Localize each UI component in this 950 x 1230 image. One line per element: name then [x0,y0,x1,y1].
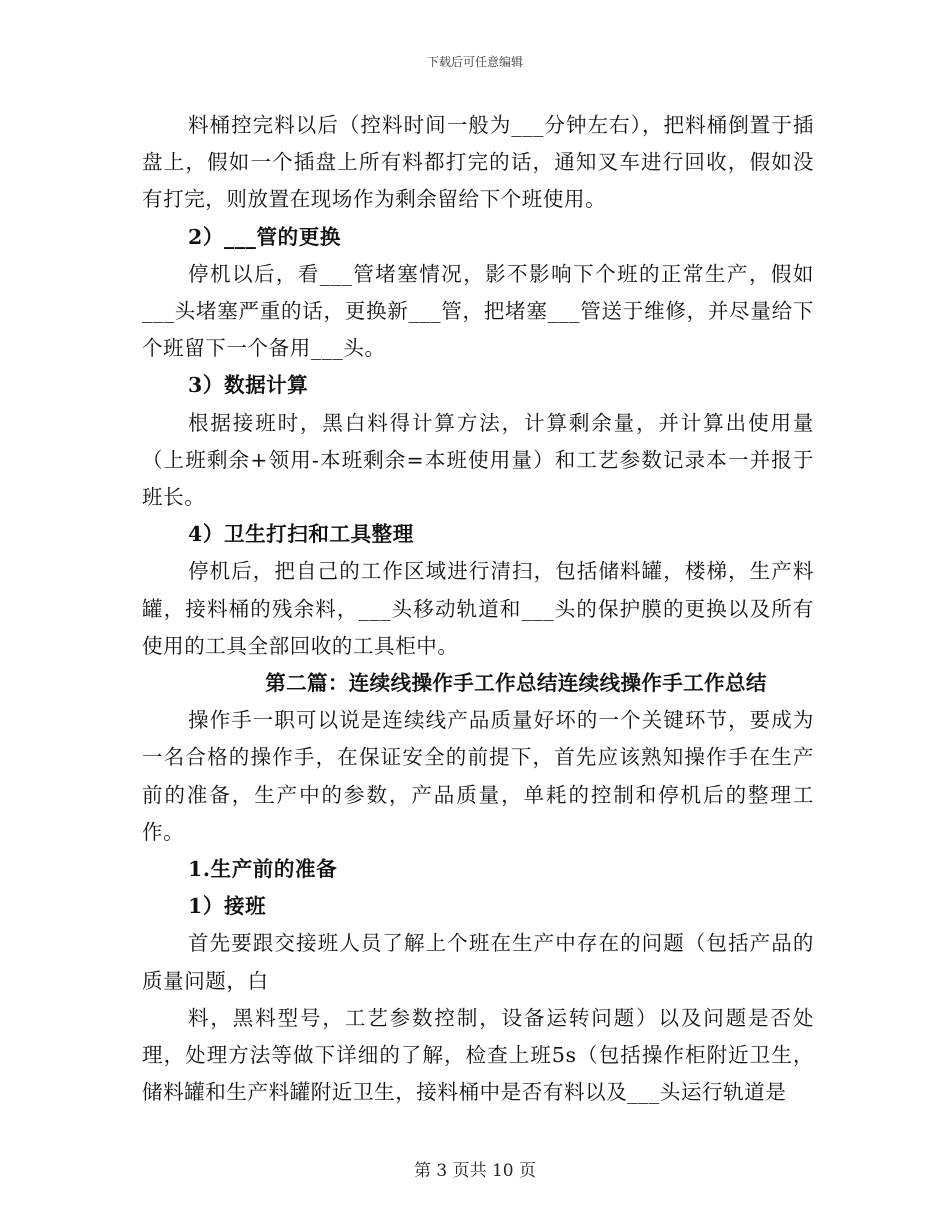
paragraph: 首先要跟交接班人员了解上个班在生产中存在的问题（包括产品的质量问题，白 [142,931,814,993]
paragraph: 料桶控完料以后（控料时间一般为___分钟左右），把料桶倒置于插盘上，假如一个插盘上所有料都打完的话，通知叉车进行回收，假如没有打完，则放置在现场作为剩余留给下个班使用。 [142,113,814,212]
subheading: 4）卫生打扫和工具整理 [188,522,414,547]
paragraph: 停机后，把自己的工作区域进行清扫，包括储料罐，楼梯，生产料罐，接料桶的残余料，___头移动轨道和___头的保护膜的更换以及所有使用的工具全部回收的工具柜中。 [142,559,814,658]
section-title: 第二篇：连续线操作手工作总结连续线操作手工作总结 [265,671,767,696]
paragraph: 操作手一职可以说是连续线产品质量好坏的一个关键环节，要成为一名合格的操作手，在保证安全的前提下，首先应该熟知操作手在生产前的准备，生产中的参数，产品质量，单耗的控制和停机后的整理工作。 [142,708,814,844]
subheading: 1.生产前的准备 [188,857,338,882]
document-body [142,107,814,1111]
paragraph: 料，黑料型号，工艺参数控制，设备运转问题）以及问题是否处理，处理方法等做下详细的了解，检查上班5s（包括操作柜附近卫生，储料罐和生产料罐附近卫生，接料桶中是否有料以及___头运行轨道是 [142,1005,814,1105]
subheading: 1）接班 [188,894,267,919]
page-number: 第 3 页共 10 页 [413,1161,537,1181]
paragraph: 停机以后，看___管堵塞情况，影不影响下个班的正常生产，假如___头堵塞严重的话，更换新___管，把堵塞___管送于维修，并尽量给下个班留下一个备用___头。 [142,261,814,361]
subheading: 2）___管的更换 [188,224,341,249]
subheading: 3）数据计算 [188,373,309,398]
page-header: 下载后可任意编辑 [426,55,523,69]
paragraph: 根据接班时，黑白料得计算方法，计算剩余量，并计算出使用量（上班剩余+领用-本班剩余=本班使用量）和工艺参数记录本一并报于班长。 [142,410,814,510]
